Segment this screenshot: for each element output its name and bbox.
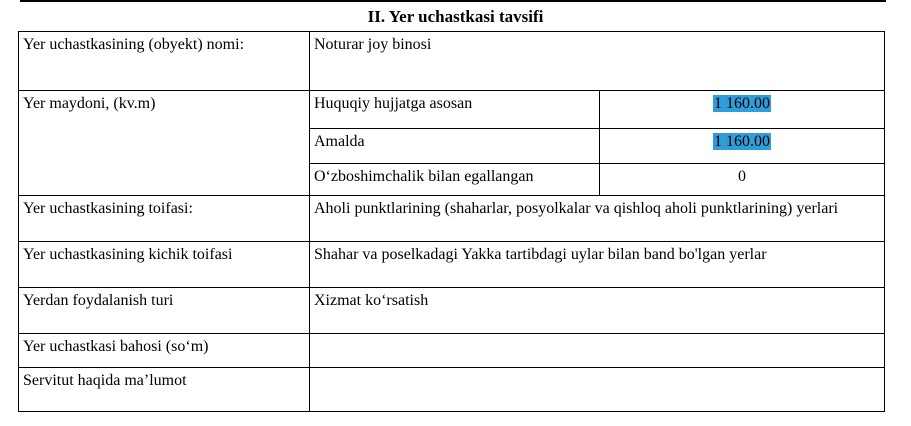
- area-self-occupied-label: O‘zboshimchalik bilan egallangan: [310, 164, 600, 196]
- highlighted-value: 1 160.00: [714, 133, 770, 150]
- valuation-label: Yer uchastkasi bahosi (so‘m): [19, 334, 310, 368]
- top-border-line: [20, 0, 886, 2]
- highlighted-value: 1 160.00: [714, 95, 770, 112]
- subcategory-label: Yer uchastkasining kichik toifasi: [19, 242, 310, 288]
- area-actual-value: [600, 129, 885, 164]
- area-by-document-label: Huquqiy hujjatga asosan: [310, 91, 600, 129]
- table-row-category: [19, 196, 885, 242]
- land-plot-description-table: [18, 31, 885, 412]
- table-row-valuation: [19, 334, 885, 368]
- subcategory-value: Shahar va poselkadagi Yakka tartibdagi uylar bilan band bo'lgan yerlar: [310, 242, 885, 288]
- servitude-value: [310, 368, 885, 412]
- category-value: Aholi punktlarining (shaharlar, posyolkalar va qishloq aholi punktlarining) yerlari: [310, 196, 885, 242]
- area-actual-label: Amalda: [310, 129, 600, 164]
- servitude-label: Servitut haqida ma’lumot: [19, 368, 310, 412]
- area-by-document-value: [600, 91, 885, 129]
- object-name-label: Yer uchastkasining (obyekt) nomi:: [19, 32, 310, 91]
- table-row-object-name: [19, 32, 885, 91]
- usage-type-value: Xizmat ko‘rsatish: [310, 288, 885, 334]
- table-row-subcategory: [19, 242, 885, 288]
- valuation-value: [310, 334, 885, 368]
- category-label: Yer uchastkasining toifasi:: [19, 196, 310, 242]
- table-row-usage-type: [19, 288, 885, 334]
- area-self-occupied-value: 0: [600, 164, 885, 196]
- usage-type-label: Yerdan foydalanish turi: [19, 288, 310, 334]
- table-row-servitude: [19, 368, 885, 412]
- object-name-value: Noturar joy binosi: [310, 32, 885, 91]
- area-label: Yer maydoni, (kv.m): [19, 91, 310, 196]
- section-title: II. Yer uchastkasi tavsifi: [367, 7, 544, 26]
- table-row-area-by-document: [19, 91, 885, 129]
